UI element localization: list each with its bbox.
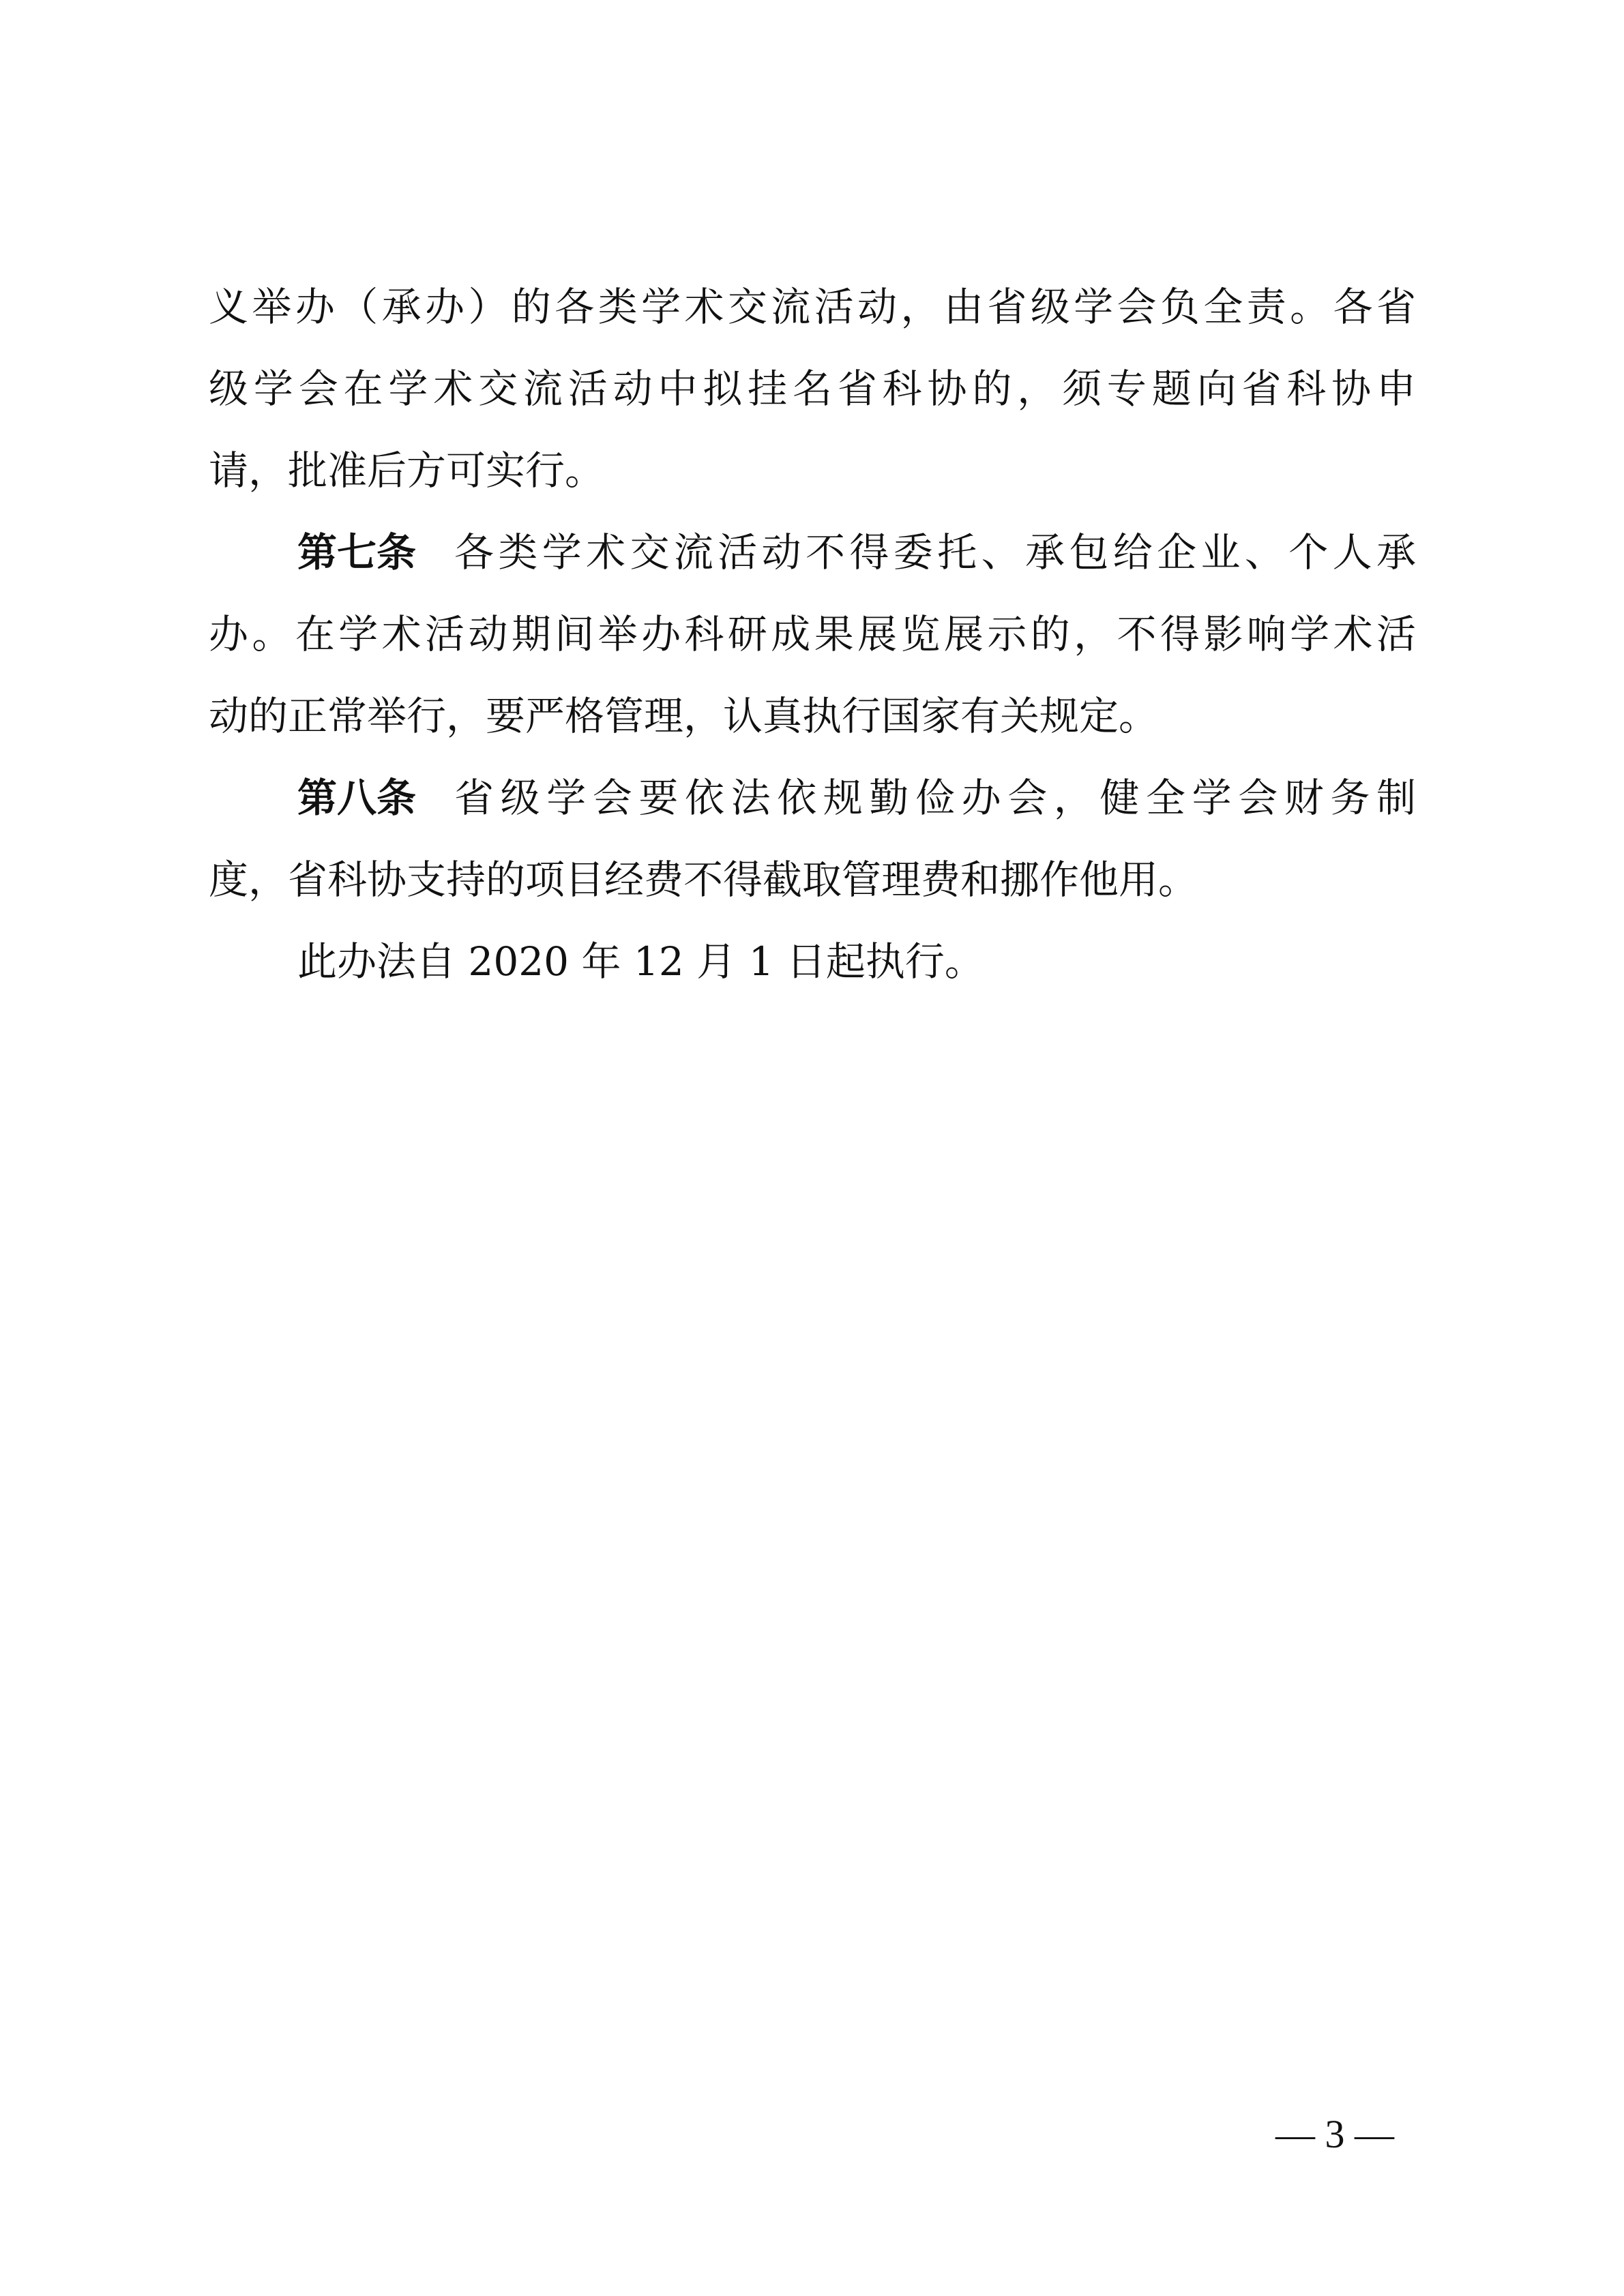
paragraph-text: 动的正常举行，要严格管理，认真执行国家有关规定。 <box>209 693 1159 739</box>
article-line <box>297 757 1416 839</box>
article-7-heading: 第七条 <box>297 529 417 576</box>
effective-date-text: 此办法自 2020 年 12 月 1 日起执行。 <box>297 938 984 985</box>
paragraph-line <box>209 839 1416 921</box>
page-number: — 3 — <box>1275 2112 1394 2156</box>
paragraph-text: 义举办（承办）的各类学术交流活动，由省级学会负全责。各省 <box>209 284 1416 330</box>
paragraph-line <box>209 348 1416 430</box>
paragraph-text: 各类学术交流活动不得委托、承包给企业、个人承 <box>454 529 1416 576</box>
article-line <box>297 511 1416 593</box>
article-8-first-line <box>209 757 1416 839</box>
paragraph-line <box>209 430 1416 511</box>
paragraph-line <box>209 593 1416 675</box>
paragraph-text: 度，省科协支持的项目经费不得截取管理费和挪作他用。 <box>209 856 1198 903</box>
paragraph-text: 办。在学术活动期间举办科研成果展览展示的，不得影响学术活 <box>209 611 1416 657</box>
paragraph-text: 省级学会要依法依规勤俭办会，健全学会财务制 <box>454 775 1416 821</box>
article-7-first-line <box>209 511 1416 593</box>
paragraph-line <box>209 266 1416 348</box>
paragraph-text: 级学会在学术交流活动中拟挂名省科协的，须专题向省科协申 <box>209 366 1416 412</box>
effective-date-line <box>209 921 1416 1002</box>
article-8-heading: 第八条 <box>297 775 417 821</box>
paragraph-line <box>209 675 1416 757</box>
document-body <box>209 266 1416 1002</box>
paragraph-text: 请，批准后方可实行。 <box>209 447 605 494</box>
